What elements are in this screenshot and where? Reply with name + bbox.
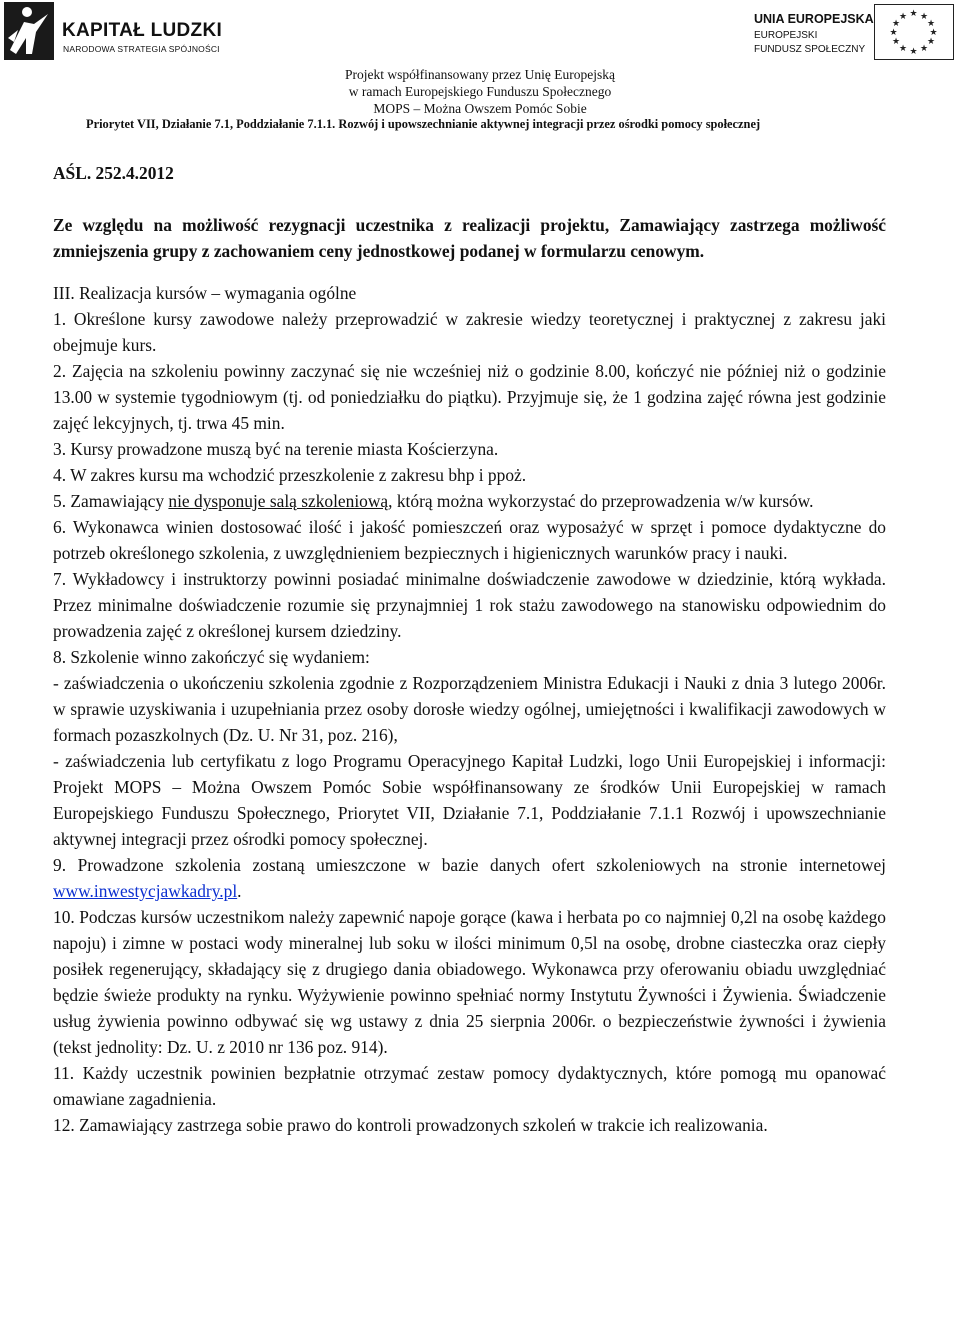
item-8-certificate-a: - zaświadczenia o ukończeniu szkolenia zgodnie z Rozporządzeniem Ministra Edukacji i Nauki z dnia 3 lutego 2006r. w sprawie uzyskiwania i uzupełniania przez osoby dorosłe wiedzy ogólnej, umiejętności i kwalifikacji zawodowych w formach pozaszkolnych (Dz. U. Nr 31, poz. 216), xyxy=(53,673,886,745)
item-3: 3. Kursy prowadzone muszą być na terenie miasta Kościerzyna. xyxy=(53,439,499,459)
item-5-text-end: , którą można wykorzystać do przeprowadzenia w/w kursów. xyxy=(388,491,814,511)
item-9-text-end: . xyxy=(237,881,242,901)
project-line-1: Projekt współfinansowany przez Unię Europejską xyxy=(345,67,615,82)
resignation-clause: Ze względu na możliwość rezygnacji uczestnika z realizacji projektu, Zamawiający zastrzega możliwość zmniejszenia grupy z zachowaniem ceny jednostkowej podanej w formularzu cenowym. xyxy=(53,215,886,261)
item-4: 4. W zakres kursu ma wchodzić przeszkolenie z zakresu bhp i ppoż. xyxy=(53,465,527,485)
eu-logo-line1: UNIA EUROPEJSKA xyxy=(754,12,874,26)
svg-text:★: ★ xyxy=(898,12,908,22)
svg-text:★: ★ xyxy=(909,47,918,57)
kapital-ludzki-subtitle: NARODOWA STRATEGIA SPÓJNOŚCI xyxy=(63,44,220,54)
eu-logo-line3: FUNDUSZ SPOŁECZNY xyxy=(754,44,866,55)
item-1: 1. Określone kursy zawodowe należy przeprowadzić w zakresie wiedzy teoretycznej i praktycznej z zakresu jaki obejmuje kurs. xyxy=(53,309,886,355)
svg-text:★: ★ xyxy=(891,37,901,47)
svg-text:★: ★ xyxy=(909,9,918,19)
item-7: 7. Wykładowcy i instruktorzy powinni posiadać minimalne doświadczenie zawodowe w dziedzinie, którą wykłada. Przez minimalne doświadczenie rozumie się przynajmniej 1 rok stażu zawodowego na stanowisku odpowiednim do prowadzenia zajęć z określonej kursem dziedziny. xyxy=(53,569,886,641)
svg-text:★: ★ xyxy=(919,12,929,22)
svg-text:★: ★ xyxy=(891,19,901,29)
priority-line: Priorytet VII, Działanie 7.1, Poddziałanie 7.1.1. Rozwój i upowszechnianie aktywnej integracji przez ośrodki pomocy społecznej xyxy=(86,117,761,131)
item-5 xyxy=(53,488,886,514)
eu-efs-logo xyxy=(748,4,958,64)
kapital-ludzki-emblem-icon xyxy=(4,2,54,60)
item-10: 10. Podczas kursów uczestnikom należy zapewnić napoje gorące (kawa i herbata po co najmniej 0,2l na osobę każdego napoju) i zimne w postaci wody mineralnej lub soku w ilości minimum 0,5l na osobę, drobne ciasteczka oraz ciepły posiłek regenerujący, składający się z drugiego dania obiadowego. Wykonawca przy oferowaniu obiadu uwzględniać będzie świeże produkty na rynku. Wyżywienie powinno spełniać normy Instytutu Żywności i Żywienia. Świadczenie usług żywienia powinno odbywać się wg ustawy z dnia 25 sierpnia 2006r. o bezpieczeństwie żywności i żywienia (tekst jednolity: Dz. U. z 2010 nr 136 poz. 914). xyxy=(53,907,886,1057)
svg-text:★: ★ xyxy=(926,37,936,47)
section-title: III. Realizacja kursów – wymagania ogólne xyxy=(53,283,357,303)
document-body xyxy=(53,158,886,1138)
eu-logo-line2: EUROPEJSKI xyxy=(754,30,818,41)
svg-text:★: ★ xyxy=(919,44,929,54)
svg-text:★: ★ xyxy=(929,28,938,38)
svg-text:★: ★ xyxy=(898,44,908,54)
svg-text:★: ★ xyxy=(926,19,936,29)
reference-number: AŚL. 252.4.2012 xyxy=(53,163,174,183)
item-8: 8. Szkolenie winno zakończyć się wydaniem: xyxy=(53,647,370,667)
item-9 xyxy=(53,852,886,904)
item-8-certificate-b: - zaświadczenia lub certyfikatu z logo Programu Operacyjnego Kapitał Ludzki, logo Unii Europejskiej i informacji: Projekt MOPS – Można Owszem Pomóc Sobie współfinansowany ze środków Unii Europejskiej w ramach Europejskiego Funduszu Społecznego, Priorytet VII, Działanie 7.1, Poddziałanie 7.1.1 Rozwój i upowszechnianie aktywnej integracji przez ośrodki pomocy społecznej. xyxy=(53,751,886,849)
kapital-ludzki-logo xyxy=(4,2,254,62)
document-header xyxy=(0,0,960,140)
inwestycjawkadry-link[interactable]: www.inwestycjawkadry.pl xyxy=(53,881,238,901)
item-11: 11. Każdy uczestnik powinien bezpłatnie otrzymać zestaw pomocy dydaktycznych, które pomogą mu opanować omawiane zagadnienia. xyxy=(53,1063,886,1109)
item-12: 12. Zamawiający zastrzega sobie prawo do kontroli prowadzonych szkoleń w trakcie ich realizowania. xyxy=(53,1115,768,1135)
kapital-ludzki-title: KAPITAŁ LUDZKI xyxy=(62,20,223,41)
project-line-3: MOPS – Można Owszem Pomóc Sobie xyxy=(373,101,587,116)
item-5-text-start: 5. Zamawiający xyxy=(53,491,169,511)
item-5-underlined: nie dysponuje salą szkoleniową xyxy=(168,491,389,511)
item-2: 2. Zajęcia na szkoleniu powinny zaczynać się nie wcześniej niż o godzinie 8.00, kończyć nie później niż o godzinie 13.00 w systemie tygodniowym (tj. od poniedziałku do piątku). Przyjmuje się, że 1 godzina zajęć równa jest godzinie zajęć lekcyjnych, tj. trwa 45 min. xyxy=(53,361,886,433)
eu-flag-icon xyxy=(874,4,954,60)
item-9-text-start: 9. Prowadzone szkolenia zostaną umieszczone w bazie danych ofert szkoleniowych na stronie internetowej xyxy=(53,855,886,875)
item-6: 6. Wykonawca winien dostosować ilość i jakość pomieszczeń oraz wyposażyć w sprzęt i pomoce dydaktyczne do potrzeb określonego szkolenia, z uwzględnieniem bezpiecznych i higienicznych warunków pracy i nauki. xyxy=(53,517,886,563)
project-line-2: w ramach Europejskiego Funduszu Społecznego xyxy=(348,84,612,99)
svg-text:★: ★ xyxy=(889,28,898,38)
